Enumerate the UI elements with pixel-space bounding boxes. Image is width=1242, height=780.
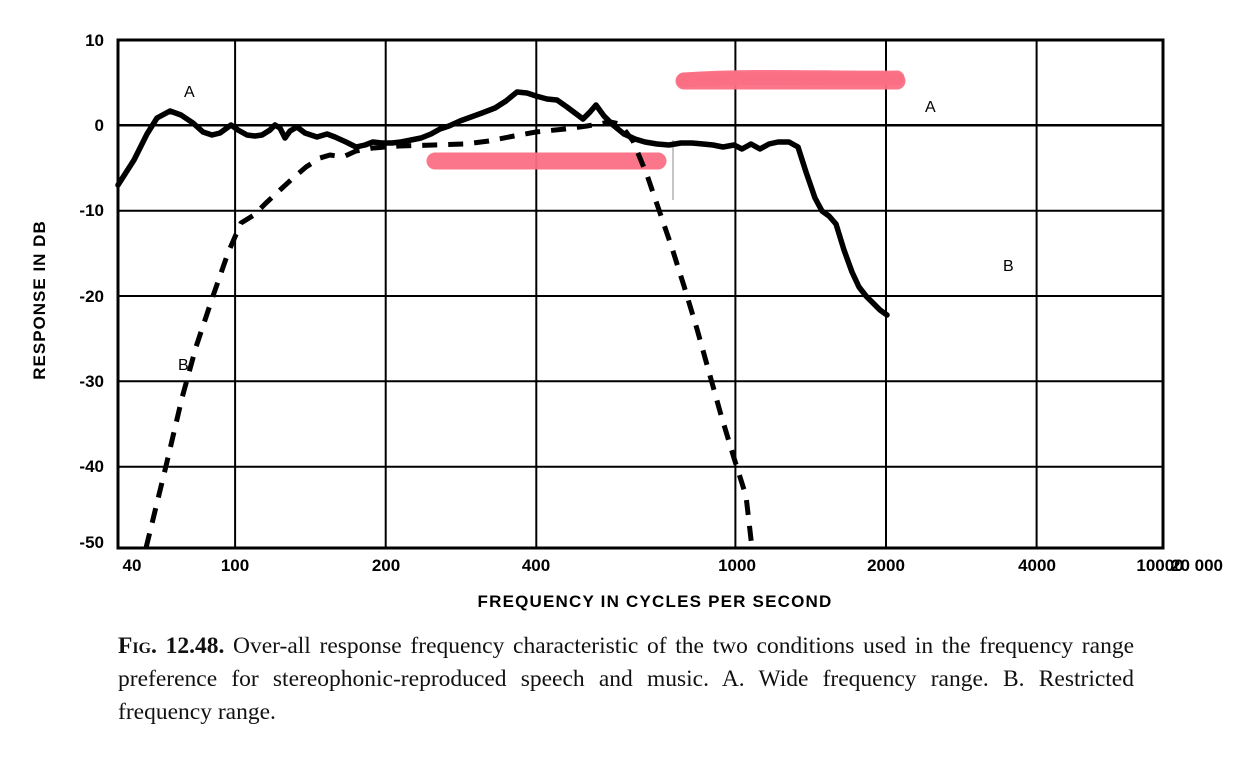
y-tick-neg50: -50 [79,533,104,552]
curve-b-label-left: B [178,357,189,374]
x-tick-20000: 20 000 [1171,556,1223,575]
x-tick-4000: 4000 [1018,556,1056,575]
y-tick-10: 10 [85,31,104,50]
x-tick-2000: 2000 [867,556,905,575]
y-tick-neg40: -40 [79,457,104,476]
x-tick-200: 200 [371,556,401,575]
x-tick-400: 400 [521,556,551,575]
x-tick-40: 40 [122,556,142,575]
figure-number: Fig. 12.48. [118,633,225,659]
x-tick-1000: 1000 [718,556,756,575]
x-tick-100: 100 [220,556,250,575]
x-tick-10000: 10000 [1136,556,1184,575]
curve-a-label-left: A [184,84,195,101]
y-tick-neg10: -10 [79,201,104,220]
figure-caption-text: Over-all response frequency characteristic of the two conditions used in the frequency range preference for stereophonic-reproduced speech and music. A. Wide frequency range. B. Restricted frequency range. [118,633,1134,725]
y-tick-0: 0 [94,116,104,135]
curve-a-label-right: A [925,99,936,116]
curve-b-label-right: B [1003,258,1014,275]
x-axis-title: FREQUENCY IN CYCLES PER SECOND [477,592,833,611]
y-tick-neg20: -20 [79,287,104,306]
y-tick-neg30: -30 [79,372,104,391]
plot-grid [118,40,1163,548]
figure-caption [118,630,1134,729]
y-axis-title: RESPONSE IN DB [30,220,49,380]
